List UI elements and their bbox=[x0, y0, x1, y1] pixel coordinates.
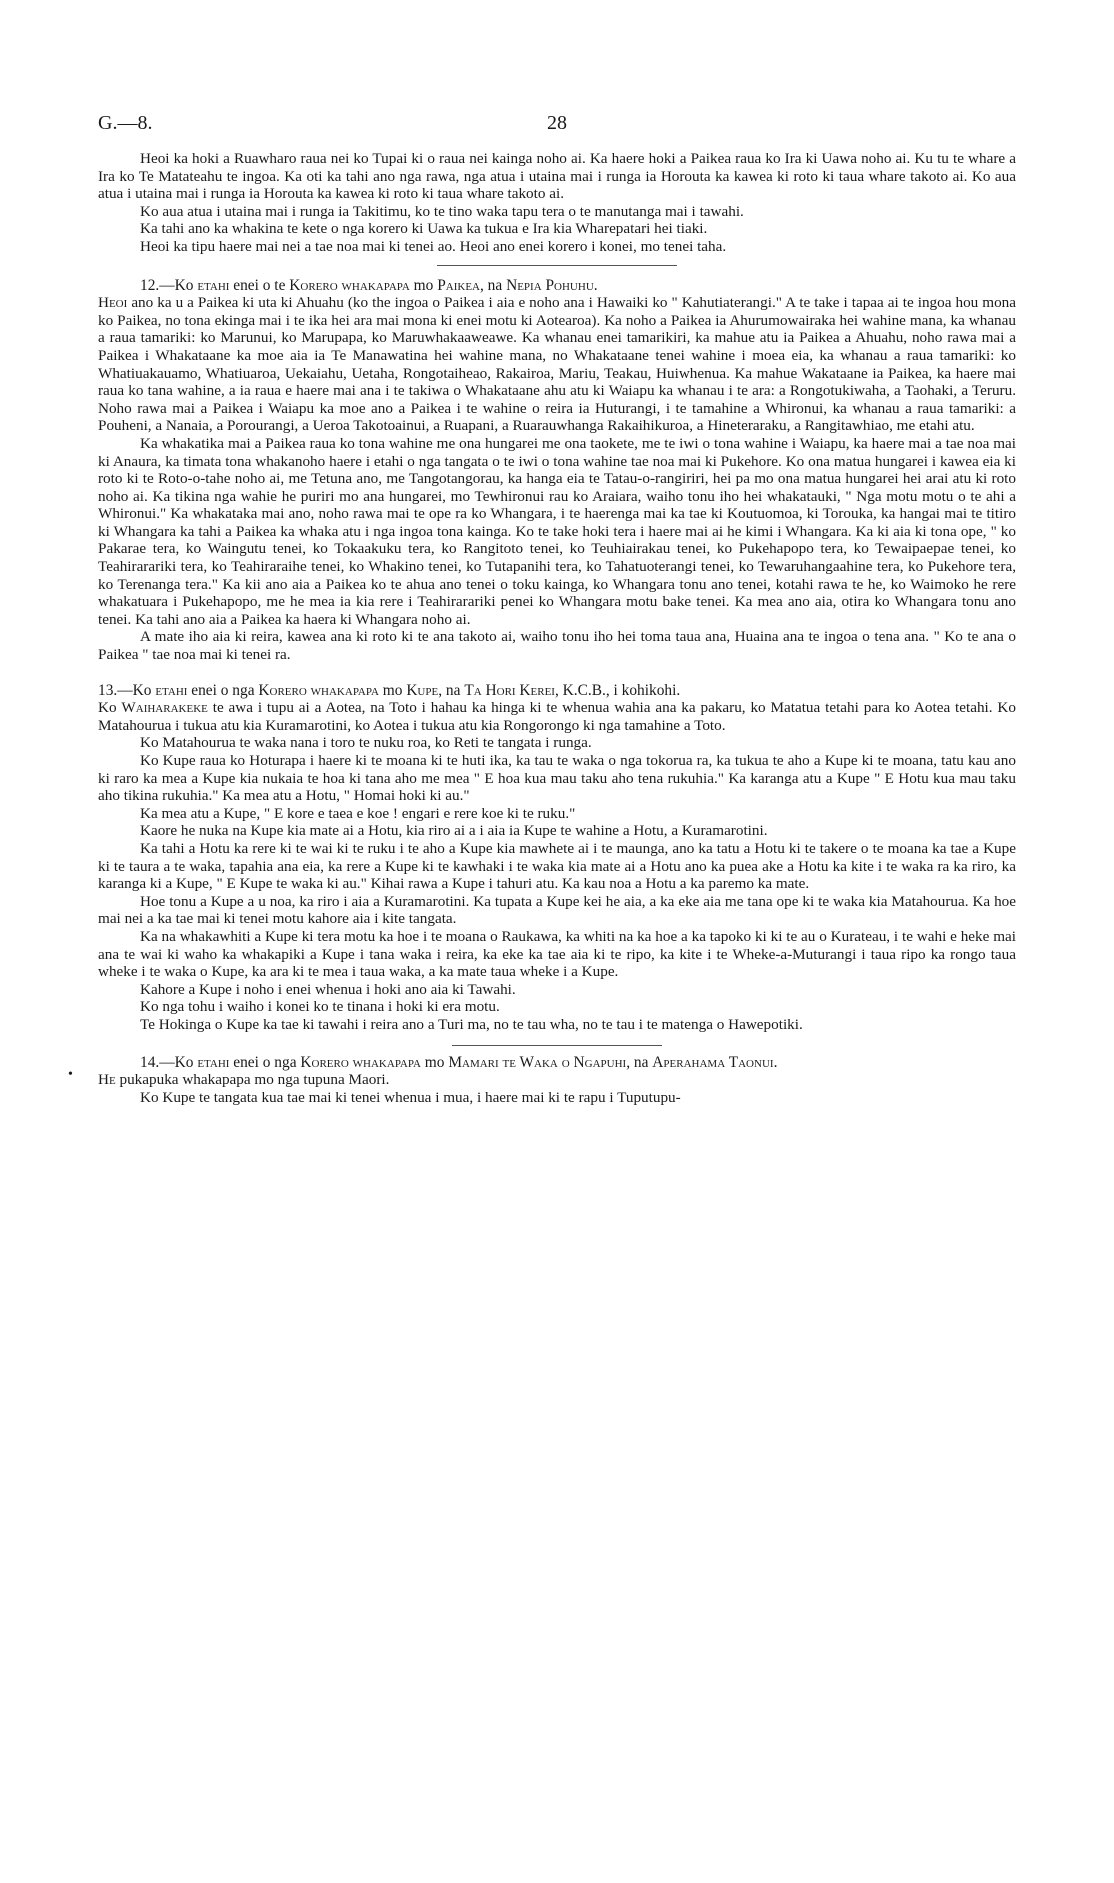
lead-word: Heoi bbox=[98, 294, 128, 312]
paragraph: Heoi ka hoki a Ruawharo raua nei ko Tupai ki o raua nei kainga noho ai. Ka haere hoki a Paikea raua ko Ira ki Uawa noho ai. Ku tu te whare a Ira ko Te Matateahu te ingoa. Ka oti ka tahi ano nga rawa, nga atua i utaina mai i runga ia Horouta ka kawea ki roto ki taua whare takoto ai. Ko aua atua i utaina mai i runga ia Horouta ka kawea ki roto ki taua whare takoto ai. bbox=[98, 150, 1016, 203]
paragraph: Ka mea atu a Kupe, " E kore e taea e koe ! engari e rere koe ki te ruku." bbox=[140, 804, 576, 822]
paragraph: Ko Waiharakeke te awa i tupu ai a Aotea, na Toto i hahau ka hinga ki te whenua wahia ana ka pakaru, ko Matatua tetahi para ko Aotea tetahi. Ko Matahourua i tukua atu kia Kuramarotini, ko Aotea i tukua atu kia Rongorongo ki nga tamahine a Toto. bbox=[98, 699, 1016, 734]
paragraph: Te Hokinga o Kupe ka tae ki tawahi i reira ano a Turi ma, no te tau wha, no te tau i te matenga o Hawepotiki. bbox=[140, 1015, 803, 1033]
paragraph: A mate iho aia ki reira, kawea ana ki roto ki te ana takoto ai, waiho tonu iho hei toma taua ana, Huaina ana te ingoa o tena ana. " Ko te ana o Paikea " tae noa mai ki tenei ra. bbox=[98, 628, 1016, 664]
section-14-heading: 14.—Ko etahi enei o nga Korero whakapapa mo Mamari te Waka o Ngapuhi, na Aperahama Taonui. bbox=[140, 1053, 778, 1071]
paragraph: Ko Kupe te tangata kua tae mai ki tenei whenua i mua, i haere mai ki te rapu i Tuputupu- bbox=[140, 1088, 681, 1106]
paragraph: Ko aua atua i utaina mai i runga ia Takitimu, ko te tino waka tapu tera o te manutanga mai i tawahi. bbox=[140, 202, 744, 220]
paragraph: He pukapuka whakapapa mo nga tupuna Maori. bbox=[98, 1071, 390, 1089]
paragraph: Kahore a Kupe i noho i enei whenua i hoki ano aia ki Tawahi. bbox=[140, 980, 516, 998]
paragraph: Heoi ano ka u a Paikea ki uta ki Ahuahu (ko the ingoa o Paikea i aia e noho ana i Hawaiki ko " Kahutiaterangi." A te take i tapaa ai te ingoa hou mona ko Paikea, no tona ekinga mai i te ika hei ara mai mona ki enei motu ki Aotearoa). Ka noho a Paikea ia Ahurumowairaka hei wahine mana, ka whanau a raua tamariki: ko Marunui, ko Marupapa, ko Maruwhakaaweawe. Ka whanau enei tamarikiri, ka mahue atu ia Paikea a Ahuahu, noho rawa mai a Paikea i Whakataane ka moe aia ia Te Manawatina hei wahine mana, no Whakataane tenei wahine i moea eia, ka whanau a raua tamariki: ko Whatiuakauamo, Whatiuaroa, Uekaiahu, Uetaha, Rongotaiheao, Rakairoa, Mariu, Teakau, Huiwhenua. Ka mahue Wakataane ia Paikea, ka haere mai raua ko tana wahine, a ia raua e haere mai ana i te takiwa o Whakataane ahu atu ki Waiapu ka whanau i te ara: a Rongotukiwaha, a Taohaki, a Teruru. Noho rawa mai a Paikea i Waiapu ka moe ano a Paikea i te wahine o reira ia Huturangi, i te tamahine a Whironui, ka whanau a raua tamariki: a Pouheni, a Nanaia, a Porourangi, a Ueroa Takotoainui, a Ruapani, a Ruarauwhanga Rakaihikuroa, a Hineteraraku, a Rangitawhiao, me etahi atu. bbox=[98, 294, 1017, 435]
page-number: 28 bbox=[547, 112, 567, 134]
paragraph: Ko nga tohu i waiho i konei ko te tinana i hoki ki era motu. bbox=[140, 998, 500, 1016]
paragraph: Ka tahi a Hotu ka rere ki te wai ki te ruku i te aho a Kupe kia mawhete ai i te maunga, ano ka tatu a Hotu ki te takere o te moana ka tae a Kupe ki te taura a te waka, tapahia ana eia, ka rere a Kupe ki te kawhaki i te waka kia mate ai a Hotu ano ka puea ake a Hotu ka kite i te waka ra ka riro, ka karanga ki a Kupe, " E Kupe te waka ki au." Kihai rawa a Kupe i tahuri atu. Ka kau noa a Hotu a ka paremo ka mate. bbox=[98, 839, 1016, 893]
paragraph: Ka tahi ano ka whakina te kete o nga korero ki Uawa ka tukua e Ira kia Wharepatari hei tiaki. bbox=[140, 220, 708, 238]
section-12-heading: 12.—Ko etahi enei o te Korero whakapapa mo Paikea, na Nepia Pohuhu. bbox=[140, 276, 598, 294]
page-header bbox=[98, 112, 1016, 142]
paragraph: Hoe tonu a Kupe a u noa, ka riro i aia a Kuramarotini. Ka tupata a Kupe kei he aia, a ka eke aia me tana ope ki te waka kia Matahourua. Ka hoe mai nei a ka tae mai ki tenei motu kahore aia i kite tangata. bbox=[98, 892, 1016, 928]
section-13-heading: 13.—Ko etahi enei o nga Korero whakapapa mo Kupe, na Ta Hori Kerei, K.C.B., i kohikohi. bbox=[98, 681, 681, 699]
margin-mark: • bbox=[68, 1067, 73, 1082]
paragraph: Ko Matahourua te waka nana i toro te nuku roa, ko Reti te tangata i runga. bbox=[140, 734, 592, 752]
lead-word: He bbox=[98, 1071, 116, 1089]
lead-word: Waiharakeke bbox=[121, 699, 208, 717]
paragraph: Kaore he nuka na Kupe kia mate ai a Hotu, kia riro ai a i aia ia Kupe te wahine a Hotu, a Kuramarotini. bbox=[140, 822, 768, 840]
section-divider bbox=[437, 265, 677, 266]
page-body bbox=[98, 150, 1016, 1106]
paragraph: Ko Kupe raua ko Hoturapa i haere ki te moana ki te huti ika, ka tau te waka o nga tokorua ra, ka tukua te aho a Kupe ki te moana, tatu kau ano ki raro ka mea a Kupe kia nukaia te hoa ki tana aho me mea " E hoa kua mau taku aho tena rukuhia." Ka karanga atu a Kupe " E Hotu kua mau taku aho tikina rukuhia." Ka mea atu a Hotu, " Homai hoki ki au." bbox=[98, 752, 1016, 805]
paragraph: Ka whakatika mai a Paikea raua ko tona wahine me ona hungarei me ona taokete, me te iwi o tona wahine i Waiapu, ka haere mai a tae noa mai ki Anaura, ka timata tona whakanoho haere i etahi o nga tangata o te iwi o tona wahine tae noa mai ki Pukehore. Ko ona matua hungarei i kawea eia ki roto ki te Roto-o-tahe noho ai, me Tetuna ano, me Tangotangorau, ka hanga eia te Tatau-o-rangiriri, hei pa mo ona matua hungarei hei arai atu ki roto noho ai. Ka tikina nga wahie he puriri mo ana hungarei, mo Tewhironui rau ko Araiara, waiho tonu iho hei whakatauki, " Nga motu motu o te ahi a Whironui." Ka whakataka mai ano, noho rawa mai te ope ra ko Whangara, i te haerenga mai ka tae ki Koutuomoa, ki Torouka, ka hangai mai te titiro ki Whangara ka tahi a Paikea ka whaka atu i nga ingoa tona kainga. Ko te take hoki tera i haere mai ai he kimi i Whangara. Ka ki aia ki tona ope, " ko Pakarae tera, ko Waingutu tenei, ko Tokaakuku tera, ko Rangitoto tenei, ko Teuhiairakau tenei, ko Pukehapopo tera, ko Tewaipaepae tenei, ko Teahirarariki tera, ko Teahiraraihe tenei, ko Whakino tenei, ko Tutapanihi tera, ko Tahatuoterangi tenei, ko Tewaruhangaahine tera, ko Pukehore tera, ko Terenanga tera." Ka kii ano aia a Paikea ko te ahua ano tenei o toku kainga, ko Whangara tonu ano tenei, kotahi rawa te he, ko Waimoko he rere whakatuara i Pukehapopo, me he mea ia kia rere i Teahirarariki penei ko Whangara motu bake tenei. Ka mea ano aia, otira ko Whangara tonu ano tenei. Ka tahi ano aia a Paikea ka haera ki Whangara noho ai. bbox=[98, 434, 1016, 628]
paragraph: Ka na whakawhiti a Kupe ki tera motu ka hoe i te moana o Raukawa, ka whiti na ka hoe a ka tapoko ki ki te au o Kurateau, i te wahi e heke mai ana te wai ki waho ka whakapiki a Kupe i tana waka i reira, ka eke ka tae aia ki te ripo, ka kite i te Wheke-a-Muturangi i taua ripo ka rongo taua wheke i te waka o Kupe, ka ara ki te mea i taua waka, a ka mate taua wheke i a Kupe. bbox=[98, 927, 1016, 981]
paragraph: Heoi ka tipu haere mai nei a tae noa mai ki tenei ao. Heoi ano enei korero i konei, mo tenei taha. bbox=[140, 237, 727, 255]
document-reference: G.—8. bbox=[98, 112, 153, 134]
section-divider bbox=[452, 1045, 662, 1046]
